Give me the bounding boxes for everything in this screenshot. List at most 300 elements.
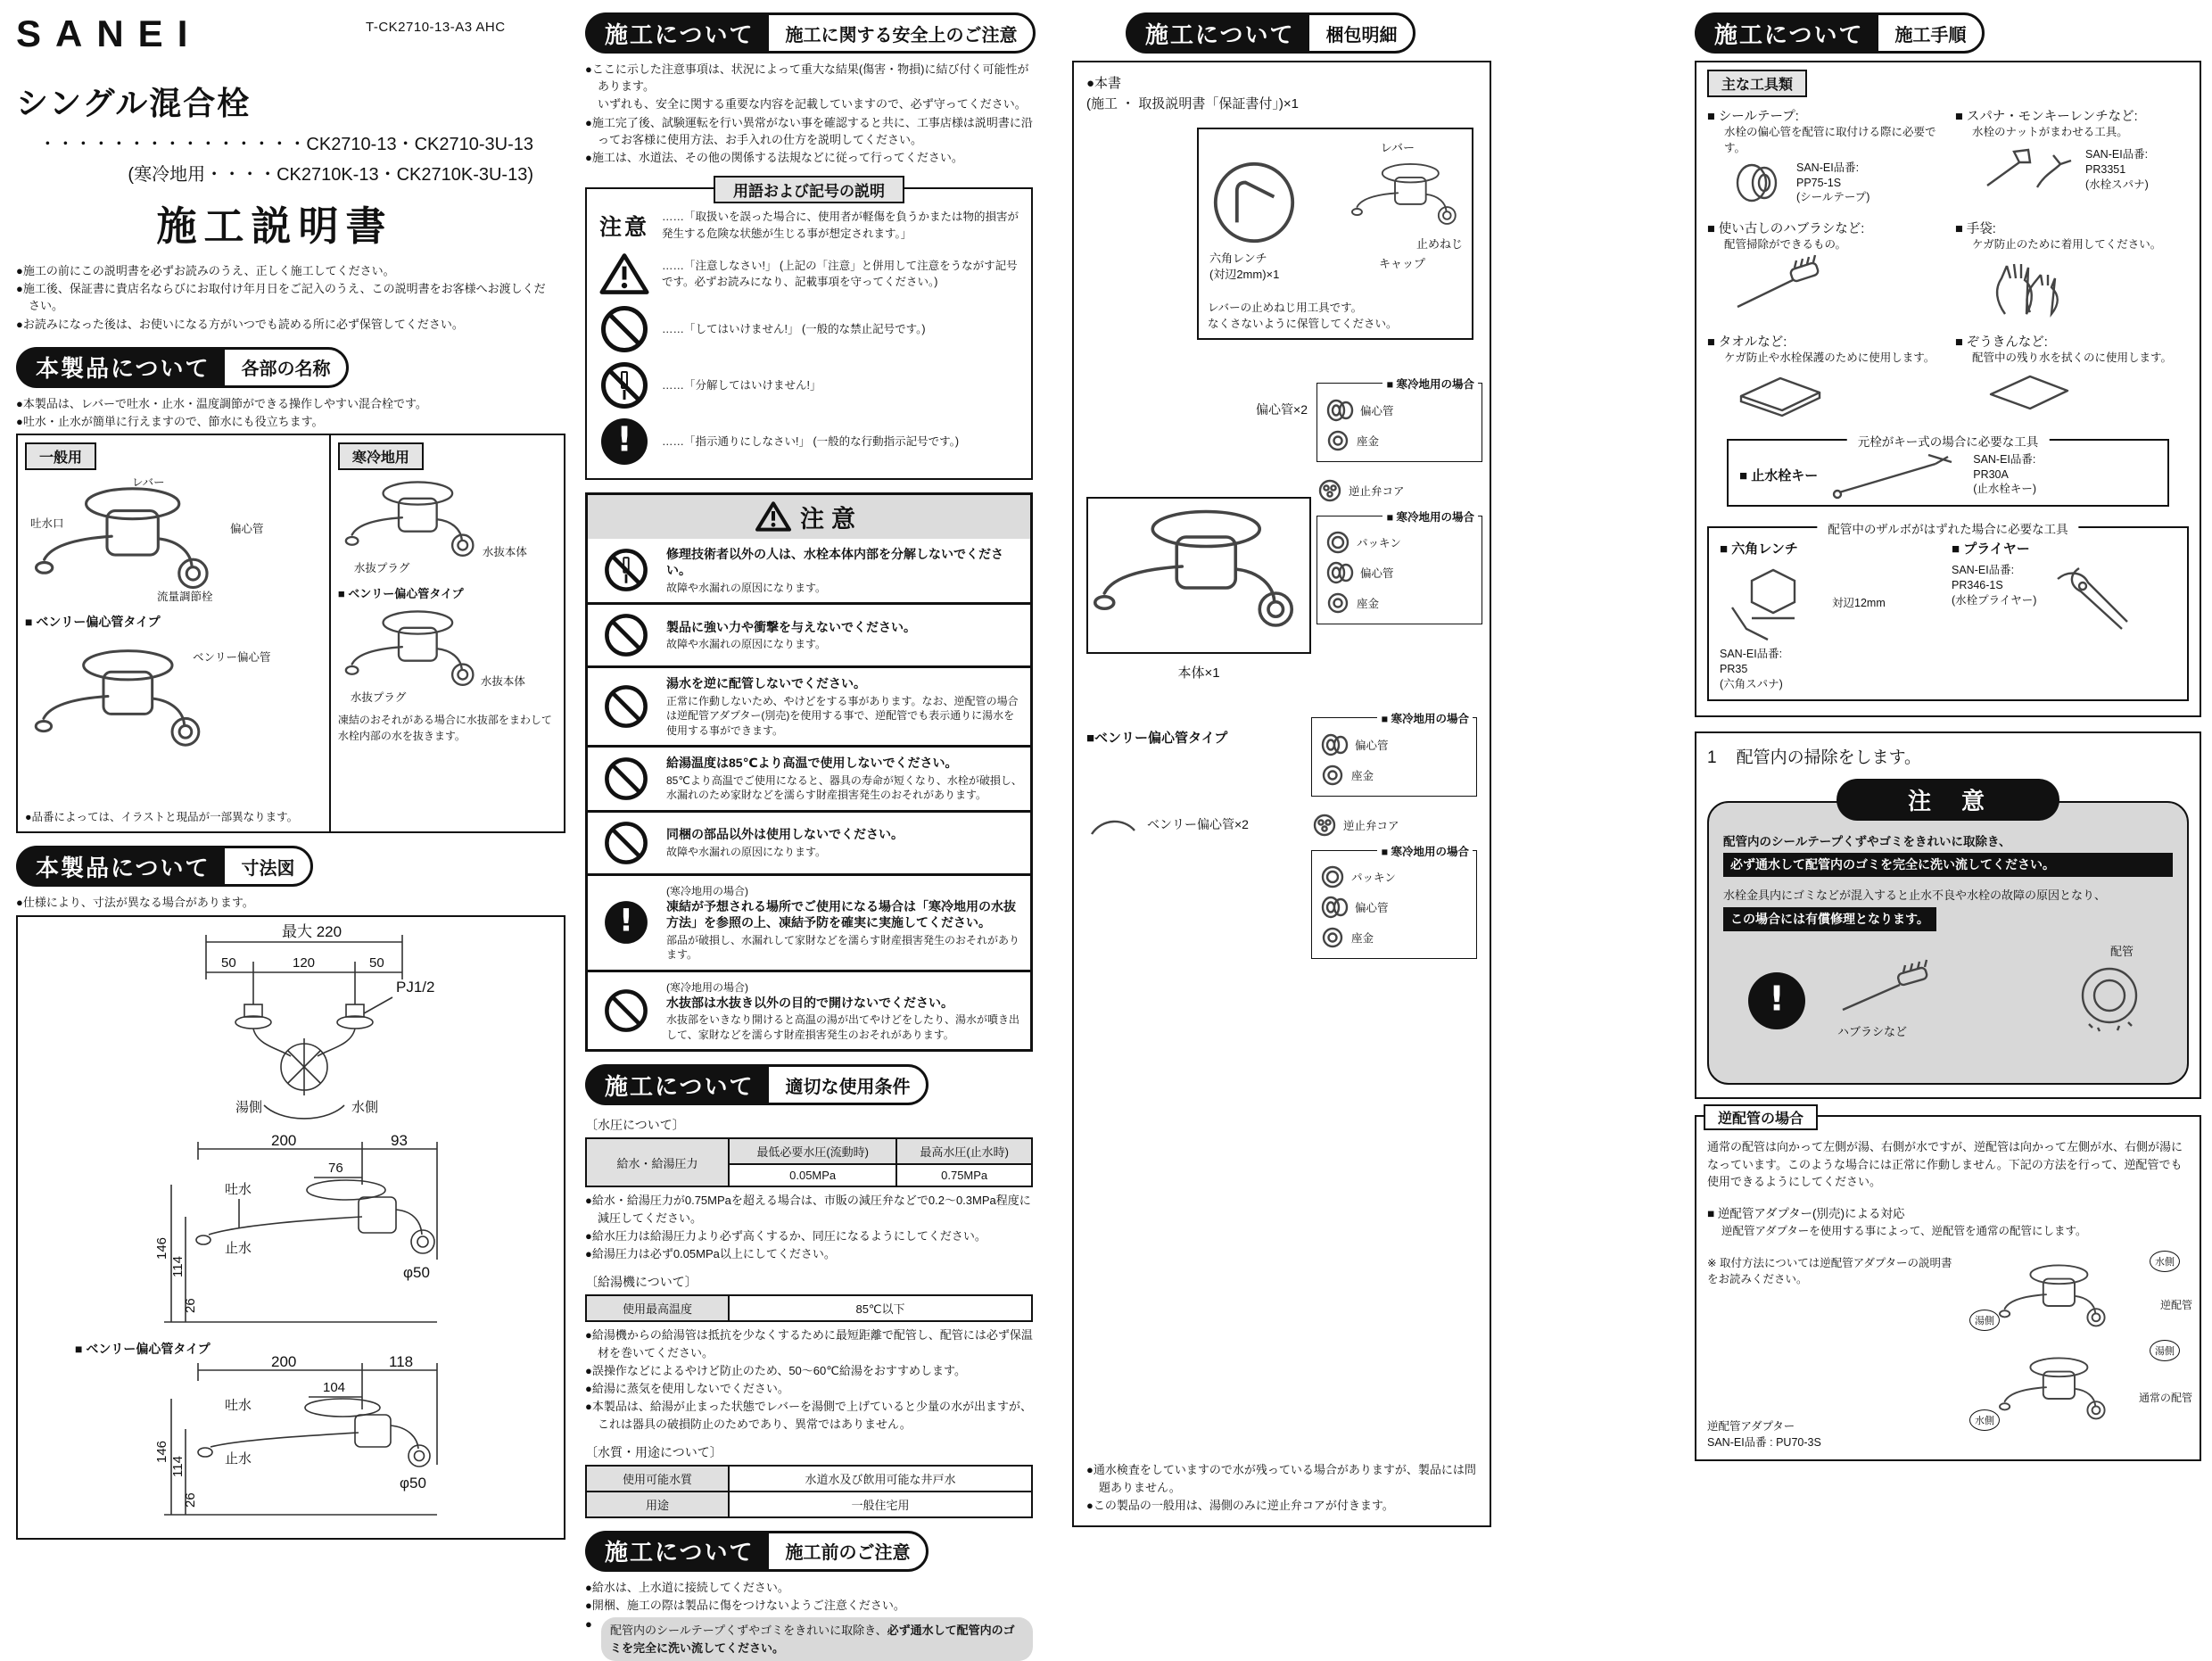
cloth-icon xyxy=(1978,369,2076,416)
label-washer: 座金 xyxy=(1351,931,1374,945)
packing-footnotes xyxy=(1086,1461,1477,1515)
instruction-icon xyxy=(1748,972,1805,1029)
part-kind: (シールテープ) xyxy=(1796,191,1870,204)
manual-item-detail: (施工 ・ 取扱説明書「保証書付」)×1 xyxy=(1086,96,1299,112)
no-disassembly-icon xyxy=(605,549,648,591)
label-body-x1: 本体×1 xyxy=(1177,665,1220,681)
svg-text:26: 26 xyxy=(183,1297,198,1313)
label-washer: 座金 xyxy=(1357,434,1380,448)
cold-case-title: ■ 寒冷地用の場合 xyxy=(1377,710,1473,726)
label-water-side: 水側 xyxy=(2150,1251,2180,1272)
part-row xyxy=(1319,763,1469,788)
faucet-illustration xyxy=(1996,1356,2114,1427)
prohibition-icon xyxy=(605,757,648,800)
section-title: 施工について xyxy=(1126,12,1307,54)
packing-footnote: ●この製品の一般用は、湯側のみに逆止弁コアが付きます。 xyxy=(1086,1498,1394,1512)
dims-bullet: ●仕様により、寸法が異なる場合があります。 xyxy=(16,896,254,910)
before-bullets xyxy=(585,1579,1033,1614)
prohibition-icon xyxy=(605,989,648,1032)
section-title: 施工について xyxy=(585,12,766,54)
faucet-body-illustration xyxy=(1088,508,1309,641)
quality-row-label: 使用可能水質 xyxy=(586,1466,729,1492)
part-row xyxy=(1319,731,1469,758)
label-packing: パッキン xyxy=(1357,536,1401,550)
svg-text:200: 200 xyxy=(271,1352,297,1370)
part-row xyxy=(1325,428,1474,453)
packing-header xyxy=(1126,12,1491,54)
stopcock-key-icon xyxy=(1828,451,1962,498)
stopcock-box-title: 元栓がキー式の場合に必要な工具 xyxy=(1847,432,2050,450)
names-bullet: ●本製品は、レバーで吐水・止水・温度調節ができる操作しやすい混合栓です。 xyxy=(16,396,427,410)
part-label: SAN-EI品番: xyxy=(1952,564,2015,576)
label-flow-valve: 流量調節栓 xyxy=(157,591,213,604)
label-eccentric: 偏心管 xyxy=(1355,739,1389,752)
label-check-valve: 逆止弁コア xyxy=(1349,484,1405,498)
quality-table xyxy=(585,1465,1033,1518)
cold-region-note: 凍結のおそれがある場合に水抜部をまわして水栓内部の水を抜きます。 xyxy=(337,714,552,743)
pipe-icon xyxy=(2071,960,2148,1031)
part-number: PP75-1S xyxy=(1796,176,1842,189)
label-benri-x2: ベンリー偏心管×2 xyxy=(1147,816,1249,831)
wrench-icons xyxy=(1978,145,2076,196)
part-number: PR346-1S xyxy=(1952,578,2003,591)
safety-bullet: ●施工完了後、試験運転を行い異常がない事を確認すると共に、工事店様は説明書に沿ってお客様に使用方法、お手入れの仕方を説明してください。 xyxy=(585,115,1033,146)
part-kind: (六角スパナ) xyxy=(1720,677,1783,690)
model-numbers xyxy=(16,129,533,190)
section-title: 施工について xyxy=(1695,12,1876,54)
hex-wrench-icon xyxy=(1720,563,1827,643)
svg-text:104: 104 xyxy=(323,1379,346,1395)
document-code: T-CK2710-13-A3 AHC xyxy=(366,20,506,35)
conditions-header xyxy=(585,1064,1033,1105)
tool-desc: ケガ防止のために着用してください。 xyxy=(1972,238,2162,251)
instruction-icon xyxy=(601,418,648,465)
label-benri-pipe: ベンリー偏心管 xyxy=(193,651,271,665)
part-label: SAN-EI品番: xyxy=(2085,148,2149,161)
caution-row xyxy=(588,810,1030,873)
section-subtitle: 適切な使用条件 xyxy=(766,1064,929,1105)
label-reverse-piping: 逆配管 xyxy=(2159,1299,2192,1312)
section-header-dims xyxy=(16,846,565,887)
reverse-adapter-desc: 逆配管アダプターを使用する事によって、逆配管を通常の配管にします。 xyxy=(1721,1224,2087,1237)
before-bullet: ●給水は、上水道に接続してください。 xyxy=(585,1580,789,1594)
dimension-side-view xyxy=(81,1131,500,1338)
caution-row xyxy=(588,873,1030,970)
heater-bullet: ●誤操作などによるやけど防止のため、50〜60℃給湯をおすすめします。 xyxy=(585,1363,966,1377)
tool-sealtape xyxy=(1707,106,1941,206)
washer-part-icon xyxy=(1319,763,1346,788)
caution-row xyxy=(588,665,1030,745)
caution-row-title: 水抜部は水抜き以外の目的で開けないでください。 xyxy=(666,995,953,1010)
prohibition-icon xyxy=(605,614,648,657)
part-label: SAN-EI品番: xyxy=(1720,648,1783,660)
caution-row-body: 部品が破損し、水漏れして家財などを濡らす財産損害発生のおそれがあります。 xyxy=(666,933,1020,962)
part-label: SAN-EI品番: xyxy=(1973,452,2036,466)
wp-min-value: 0.05MPa xyxy=(729,1164,896,1186)
svg-text:120: 120 xyxy=(293,954,316,971)
packing-footnote: ●通水検査をしていますので水が残っている場合がありますが、製品には問題ありません。 xyxy=(1086,1463,1476,1494)
wp-bullets xyxy=(585,1192,1033,1262)
procedure-header xyxy=(1695,12,2201,54)
part-label: SAN-EI品番: xyxy=(1796,161,1860,174)
seal-tape-icon xyxy=(1730,160,1787,206)
caution-row-pre: (寒冷地用の場合) xyxy=(666,980,748,994)
label-lever: レバー xyxy=(132,476,165,490)
label-spout: 吐水口 xyxy=(30,517,64,531)
svg-text:φ50: φ50 xyxy=(403,1263,430,1281)
heater-bullet: ●給湯機からの給湯管は抵抗を少なくするために最短距離で配管し、配管には必ず保温材を巻いてください。 xyxy=(585,1328,1033,1359)
water-pressure-label: 〔水圧について〕 xyxy=(585,1118,685,1133)
cold-case-title: ■ 寒冷地用の場合 xyxy=(1382,508,1478,525)
tool-name: ■ スパナ・モンキーレンチなど: xyxy=(1955,110,2138,124)
prohibition-icon xyxy=(605,685,648,728)
caution-line: 配管内のシールテープくずやゴミをきれいに取除き、 xyxy=(1723,834,2011,848)
svg-text:吐水: 吐水 xyxy=(225,1397,252,1413)
reverse-adapter-note: ※ 取付方法については逆配管アダプターの説明書をお読みください。 xyxy=(1707,1256,1952,1285)
heater-label: 〔給湯機について〕 xyxy=(585,1275,697,1290)
doc-title: 施工説明書 xyxy=(156,203,393,249)
benri-type-heading: ■ ベンリー偏心管タイプ xyxy=(337,587,464,601)
step-caution-figure xyxy=(1723,937,2173,1070)
safety-bullet: ●施工は、水道法、その他の関係する法規などに従って行ってください。 xyxy=(585,151,963,165)
benri-type-heading: ■ ベンリー偏心管タイプ xyxy=(25,615,161,630)
washer-part-icon xyxy=(1319,925,1346,950)
caution-row xyxy=(588,970,1030,1050)
safety-bullets xyxy=(585,61,1033,166)
cold-region-tab: 寒冷地用 xyxy=(338,442,424,470)
svg-text:76: 76 xyxy=(328,1160,343,1176)
before-bullet: ●開梱、施工の際は製品に傷をつけないようご注意ください。 xyxy=(585,1598,905,1612)
eccentric-part-icon xyxy=(1325,397,1355,424)
svg-text:50: 50 xyxy=(369,954,384,971)
caution-row xyxy=(588,745,1030,810)
part-row xyxy=(1325,397,1474,424)
caution-row-title: 湯水を逆に配管しないでください。 xyxy=(666,676,866,691)
cold-case-title: ■ 寒冷地用の場合 xyxy=(1382,376,1478,392)
before-highlight-row xyxy=(585,1617,1033,1661)
towel-icon xyxy=(1730,369,1828,416)
reverse-piping-figure xyxy=(1969,1251,2192,1438)
gloves-icon xyxy=(1978,257,2064,319)
dimension-box xyxy=(16,915,565,1540)
warning-triangle-icon xyxy=(599,252,649,296)
reverse-piping-title: 逆配管の場合 xyxy=(1704,1104,1818,1130)
cold-parts-box xyxy=(1311,712,1477,797)
benri-faucet-figure xyxy=(25,634,322,768)
benri-pipe-icon xyxy=(1086,809,1140,839)
tool-toothbrush xyxy=(1707,219,1941,319)
hex-wrench-icon xyxy=(1211,160,1297,245)
section-title: 施工について xyxy=(585,1531,766,1572)
label-eccentric: 偏心管 xyxy=(1360,566,1394,580)
svg-text:200: 200 xyxy=(271,1131,297,1149)
label-drain-plug: 水抜プラグ xyxy=(350,691,407,705)
dimension-top-view xyxy=(81,922,500,1135)
eccentric-part-icon xyxy=(1319,731,1349,758)
step1-box xyxy=(1695,731,2201,1099)
intro-bullet: ●施工の前にこの説明書を必ずお読みのうえ、正しく施工してください。 xyxy=(16,264,395,277)
caution-row-body: 故障や水漏れの原因になります。 xyxy=(666,845,827,858)
tool-desc: 配管中の残り水を拭くのに使用します。 xyxy=(1972,351,2173,364)
label-hot-side: 湯側 xyxy=(2150,1340,2180,1361)
label-drain-plug: 水抜プラグ xyxy=(353,562,410,575)
prohibition-icon xyxy=(605,822,648,864)
safety-bullet: いずれも、安全に関する重要な内容を記載していますので、必ず守ってください。 xyxy=(598,97,1027,112)
packing-part-icon xyxy=(1325,530,1351,555)
tool-desc: 水栓のナットがまわせる工具。 xyxy=(1972,126,2128,138)
wp-col1-header: 最低必要水圧(流動時) xyxy=(729,1138,896,1164)
manual-item: ●本書 xyxy=(1086,76,1122,91)
lever-tool-box xyxy=(1197,128,1473,340)
column-3 xyxy=(1072,12,1491,1527)
cold-benri-faucet-figure xyxy=(338,605,557,705)
cold-faucet-figure xyxy=(338,474,557,579)
step-number: 1 xyxy=(1707,748,1717,767)
caution-row-pre: (寒冷地用の場合) xyxy=(666,884,748,897)
label-eccentric: 偏心管 xyxy=(1355,901,1389,914)
packing-part-icon xyxy=(1319,864,1346,889)
caution-row-body: 故障や水漏れの原因になります。 xyxy=(666,638,827,651)
label-pipe: 配管 xyxy=(2109,945,2134,959)
check-valve-part-icon xyxy=(1311,813,1338,838)
section-header-names xyxy=(16,347,565,388)
model-line-2: (寒冷地用・・・・CK2710K-13・CK2710K-3U-13) xyxy=(128,165,533,185)
reverse-piping-box xyxy=(1695,1111,2201,1461)
wp-bullet: ●給水・給湯圧力が0.75MPaを超える場合は、市販の減圧弁などで0.2〜0.3MPa程度に減圧してください。 xyxy=(585,1194,1031,1225)
tool-name: ■ ぞうきんなど: xyxy=(1955,335,2048,350)
cold-parts-box xyxy=(1316,377,1482,462)
pliers-item: ■ プライヤー xyxy=(1952,541,2030,557)
caution-row-title: 製品に強い力や衝撃を与えないでください。 xyxy=(666,619,916,634)
packing-main xyxy=(1086,370,1477,682)
adapter-part-number: SAN-EI品番 : PU70-3S xyxy=(1707,1435,1821,1449)
caution-box xyxy=(585,492,1033,1053)
caution-row-body: 正常に作動しないため、やけどをする事があります。なお、逆配管の場合は逆配管アダプター(別売)を使用する事で、逆配管でも表示通りに湯水を使用する事ができます。 xyxy=(666,694,1019,737)
wp-bullet: ●給湯圧力は必ず0.05MPa以上にしてください。 xyxy=(585,1247,836,1261)
faucet-illustration xyxy=(1996,1263,2114,1335)
terms-text: ……「指示通りにしなさい!」 (一般的な行動指示記号です。) xyxy=(662,434,960,448)
faucet-illustration xyxy=(342,479,484,566)
faucet-illustration xyxy=(30,484,222,602)
tool-name: ■ シールテープ: xyxy=(1707,110,1799,124)
names-bullets xyxy=(16,395,565,430)
svg-text:止水: 止水 xyxy=(225,1450,252,1467)
label-eccentric-x2: 偏心管×2 xyxy=(1256,401,1308,417)
part-row xyxy=(1319,894,1469,921)
caution-row-title: 修理技術者以外の人は、水栓本体内部を分解しないでください。 xyxy=(666,546,1003,578)
section-subtitle: 施工前のご注意 xyxy=(766,1531,929,1572)
terms-symbols-box xyxy=(585,183,1033,479)
general-faucet-figure xyxy=(25,474,322,607)
wp-bullet: ●給水圧力は給湯圧力より必ず高くするか、同圧になるようにしてください。 xyxy=(585,1228,986,1243)
prohibition-icon xyxy=(601,306,648,352)
caution-row-body: 水抜部をいきなり開けると高温の湯が出てやけどをしたり、湯水が噴き出して、家財などを濡らす財産損害発生のおそれがあります。 xyxy=(666,1013,1020,1041)
wp-row-label: 給水・給湯圧力 xyxy=(586,1138,729,1186)
step-caution-pill: 注 意 xyxy=(1836,779,2059,821)
safety-header xyxy=(585,12,1033,54)
tool-cloth xyxy=(1955,332,2189,417)
step-caution-box xyxy=(1707,801,2189,1085)
svg-text:114: 114 xyxy=(170,1455,186,1477)
quality-label: 〔水質・用途について〕 xyxy=(585,1444,722,1459)
section-subtitle: 寸法図 xyxy=(222,846,313,887)
part-kind: (止水栓キー) xyxy=(1973,483,2037,496)
water-pressure-table xyxy=(585,1137,1033,1187)
part-number: PR35 xyxy=(1720,662,1748,675)
terms-title: 用語および記号の説明 xyxy=(714,176,904,203)
dimension-benri-side-view xyxy=(81,1352,500,1524)
model-line-1: ・・・・・・・・・・・・・・・CK2710-13・CK2710-3U-13 xyxy=(38,135,533,154)
stopcock-key-item: ■ 止水栓キー xyxy=(1739,467,1819,483)
tool-towel xyxy=(1707,332,1941,417)
part-row xyxy=(1319,925,1469,950)
caution-row-title: 凍結が予想される場所でご使用になる場合は「寒冷地用の水抜方法」を参照の上、凍結予防を確実に実施してください。 xyxy=(666,898,1016,930)
label-hex-wrench-qty: (対辺2mm)×1 xyxy=(1209,267,1280,281)
bullet-mark: ● xyxy=(585,1617,592,1632)
section-title: 本製品について xyxy=(16,846,222,887)
cold-parts-box xyxy=(1311,845,1477,959)
terms-row xyxy=(596,209,1022,241)
highlight-bold-text: 必ず通水して配管内のゴミを完全に洗い流してください。 xyxy=(610,1624,1015,1655)
benri-dims-heading: ■ ベンリー偏心管タイプ xyxy=(75,1341,210,1356)
svg-text:最大 220: 最大 220 xyxy=(282,922,343,940)
svg-text:118: 118 xyxy=(389,1352,414,1370)
usage-value: 一般住宅用 xyxy=(729,1492,1032,1517)
heater-bullet: ●給湯に蒸気を使用しないでください。 xyxy=(585,1382,789,1396)
label-hot-side: 湯側 xyxy=(1969,1310,2000,1331)
before-header xyxy=(585,1531,1033,1572)
svg-text:50: 50 xyxy=(221,954,236,971)
label-setscrew: 止めねじ xyxy=(1416,236,1463,251)
intro-bullet: ●施工後、保証書に貴店名ならびにお取付け年月日をご記入のうえ、この説明書をお客様へお渡しください。 xyxy=(16,282,546,313)
label-drain-body: 水抜本体 xyxy=(480,675,525,689)
label-check-valve: 逆止弁コア xyxy=(1343,819,1399,832)
tool-gloves xyxy=(1955,219,2189,319)
benri-packing xyxy=(1086,705,1477,975)
terms-row xyxy=(596,252,1022,296)
eccentric-part-icon xyxy=(1325,559,1355,586)
reverse-adapter-heading: ■ 逆配管アダプター(別売)による対応 xyxy=(1707,1206,1905,1220)
part-row xyxy=(1325,559,1474,586)
cold-case-title: ■ 寒冷地用の場合 xyxy=(1377,843,1473,859)
warning-triangle-icon xyxy=(755,500,791,533)
hex-wrench-note-2: なくさないように保管してください。 xyxy=(1208,317,1398,330)
label-water-side: 水側 xyxy=(1969,1409,2000,1431)
heater-value: 85℃以下 xyxy=(729,1295,1032,1321)
body-figure-box xyxy=(1086,497,1311,654)
caution-row-body: 85℃より高温でご使用になると、器具の寿命が短くなり、水栓が破損し、水漏れのため家財などを濡らす財産損害発生のおそれがあります。 xyxy=(666,773,1022,802)
tool-desc: 配管掃除ができるもの。 xyxy=(1724,238,1847,251)
highlight-text: 配管内のシールテープくずやゴミをきれいに取除き、 xyxy=(610,1624,887,1638)
part-row xyxy=(1325,591,1474,616)
intro-bullet: ●お読みになった後は、お使いになる方がいつでも読める所に必ず保管してください。 xyxy=(16,317,464,331)
toothbrush-icon xyxy=(1836,958,1943,1015)
svg-text:水側: 水側 xyxy=(351,1099,379,1115)
section-title: 本製品について xyxy=(16,347,222,388)
terms-text: ……「してはいけません!」 (一般的な禁止記号です。) xyxy=(662,322,926,335)
cold-region-pane xyxy=(329,435,564,831)
heater-bullet: ●本製品は、給湯が止まった状態でレバーを湯側で上げていると少量の水が出ますが、これは器具の破損防止のためであり、異常ではありません。 xyxy=(585,1400,1032,1431)
instruction-icon xyxy=(605,901,648,944)
section-subtitle: 梱包明細 xyxy=(1307,12,1416,54)
intro-bullets xyxy=(16,262,557,333)
caution-line-emphasis: 必ず通水して配管内のゴミを完全に洗い流してください。 xyxy=(1723,853,2173,877)
label-eccentric: 偏心管 xyxy=(1360,404,1394,417)
tools-title: 主な工具類 xyxy=(1707,70,1807,97)
usage-row-label: 用途 xyxy=(586,1492,729,1517)
hex-dim-label: 対辺12mm xyxy=(1832,596,1886,609)
wp-max-value: 0.75MPa xyxy=(896,1164,1032,1186)
stopcock-key-box xyxy=(1727,435,2169,507)
benri-heading: ■ベンリー偏心管タイプ xyxy=(1086,730,1228,746)
caution-row xyxy=(588,539,1030,602)
toothbrush-icon xyxy=(1730,257,1828,312)
zalbo-tools-box xyxy=(1707,523,2189,701)
general-pane xyxy=(18,435,329,831)
column-4 xyxy=(1695,12,2201,1461)
reverse-piping-paragraph: 通常の配管は向かって左側が湯、右側が水ですが、逆配管は向かって左側が水、右側が湯になっています。このような場合には正常に作動しません。下記の方法を行って、逆配管でも使用できるようにしてください。 xyxy=(1707,1140,2183,1189)
caution-line: 水栓金具内にゴミなどが混入すると止水不良や水栓の故障の原因となり、 xyxy=(1723,888,2107,903)
part-row xyxy=(1311,813,1477,838)
section-subtitle: 各部の名称 xyxy=(222,347,349,388)
svg-text:PJ1/2: PJ1/2 xyxy=(396,978,435,996)
packing-list-box xyxy=(1072,61,1491,1527)
label-washer: 座金 xyxy=(1351,769,1374,782)
part-kind: (水栓スパナ) xyxy=(2085,178,2149,191)
adapter-name: 逆配管アダプター xyxy=(1707,1419,1795,1433)
quality-value: 水道水及び飲用可能な井戸水 xyxy=(729,1466,1032,1492)
part-number: PR30A xyxy=(1973,467,2009,481)
heater-row-label: 使用最高温度 xyxy=(586,1295,729,1321)
heater-table xyxy=(585,1294,1033,1322)
caution-row-body: 故障や水漏れの原因になります。 xyxy=(666,581,827,594)
label-brush: ハブラシなど xyxy=(1837,1025,1908,1039)
terms-text: ……「分解してはいけません!」 xyxy=(662,378,821,392)
pliers-icon xyxy=(2043,563,2142,638)
part-row xyxy=(1319,864,1469,889)
part-row xyxy=(1316,478,1482,503)
terms-text: ……「取扱いを誤った場合に、使用者が軽傷を負うかまたは物的損害が発生する危険な状態が生じる事が想定されます。」 xyxy=(662,211,1019,240)
no-disassembly-icon xyxy=(601,362,648,409)
adapter-part-label xyxy=(1707,1418,1821,1450)
lever-illustration xyxy=(1349,161,1465,233)
label-drain-body: 水抜本体 xyxy=(482,546,527,559)
caution-row-title: 同梱の部品以外は使用しないでください。 xyxy=(666,827,904,842)
part-number: PR3351 xyxy=(2085,163,2126,177)
cold-parts-box xyxy=(1316,510,1482,624)
caution-line-emphasis: この場合には有償修理となります。 xyxy=(1723,907,1936,931)
label-washer: 座金 xyxy=(1357,597,1380,610)
terms-row xyxy=(596,362,1022,409)
caution-word: 注意 xyxy=(598,214,649,240)
svg-text:吐水: 吐水 xyxy=(225,1181,252,1197)
before-highlight xyxy=(601,1617,1033,1661)
caution-row xyxy=(588,602,1030,665)
caution-title: 注意 xyxy=(800,505,863,533)
dims-bullet-wrap xyxy=(16,894,565,911)
label-normal-piping: 通常の配管 xyxy=(2138,1392,2192,1405)
hex-wrench-item: ■ 六角レンチ xyxy=(1720,541,1798,557)
label-lever: レバー xyxy=(1380,140,1415,154)
washer-part-icon xyxy=(1325,591,1351,616)
faucet-illustration xyxy=(30,647,213,759)
label-hex-wrench: 六角レンチ xyxy=(1209,251,1267,265)
svg-text:93: 93 xyxy=(391,1131,408,1149)
caution-box-header xyxy=(588,495,1030,539)
svg-text:146: 146 xyxy=(154,1236,169,1260)
svg-text:湯側: 湯側 xyxy=(235,1099,263,1115)
tool-name: ■ 使い古しのハブラシなど: xyxy=(1707,222,1865,236)
